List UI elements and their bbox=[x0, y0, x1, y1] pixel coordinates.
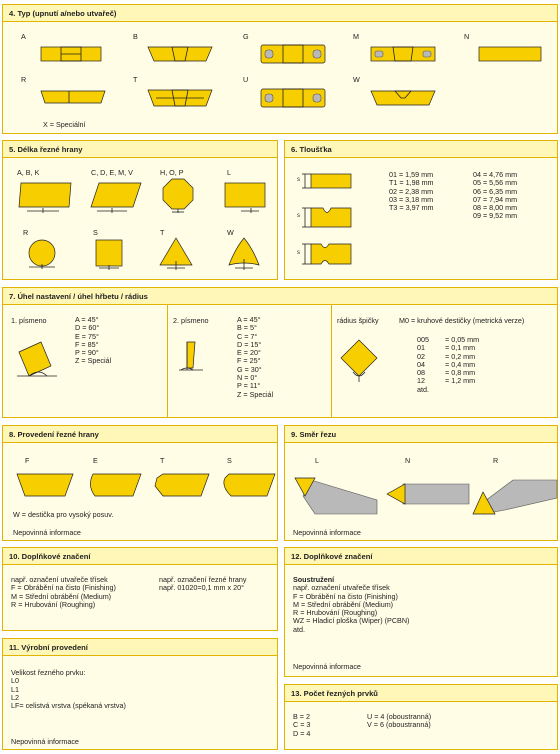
shape-trigon-icon bbox=[227, 237, 261, 271]
angle-code: C = 7° bbox=[237, 331, 258, 341]
marking-line: M = Střední obrábění (Medium) bbox=[293, 599, 394, 609]
marking-line: např. označení utvařeče třísek bbox=[293, 583, 390, 593]
high-feed-note: W = destička pro vysoký posuv. bbox=[13, 510, 114, 519]
radius-code: atd. bbox=[417, 384, 429, 394]
version-line: L0 bbox=[11, 676, 19, 686]
thickness-code: 09 = 9,52 mm bbox=[473, 211, 518, 221]
edge-label-r: R bbox=[23, 228, 29, 237]
edge-label-hop: H, O, P bbox=[160, 168, 184, 177]
thickness-codes-col1 bbox=[389, 171, 434, 212]
thickness-code: T3 = 3,97 mm bbox=[389, 203, 434, 213]
section-7-title: 7. Úhel nastavení / úhel hřbetu / rádius bbox=[3, 288, 557, 305]
thickness-code: 08 = 8,00 mm bbox=[473, 203, 518, 213]
edge-condition-label-e: E bbox=[93, 456, 98, 465]
element-count: U = 4 (oboustranná) bbox=[367, 712, 432, 721]
edge-label-s: S bbox=[93, 228, 98, 237]
section-12-additional-marking bbox=[284, 547, 558, 677]
section-7-divider-1 bbox=[167, 305, 168, 417]
section-9-optional: Nepovinná informace bbox=[293, 528, 361, 537]
edge-condition-label-t: T bbox=[160, 456, 165, 465]
element-count: B = 2 bbox=[293, 712, 310, 721]
radius-value: = 0,05 mm bbox=[445, 335, 480, 344]
section-8-title: 8. Provedení řezné hrany bbox=[3, 426, 277, 443]
version-line: L2 bbox=[11, 692, 19, 702]
edge-label-cdemv: C, D, E, M, V bbox=[91, 168, 133, 177]
edge-label-w: W bbox=[227, 228, 234, 237]
angle-code: Z = Speciál bbox=[75, 356, 112, 366]
marking-line: např. 01020=0,1 mm x 20° bbox=[159, 583, 244, 593]
radius-value: = 1,2 mm bbox=[445, 376, 476, 386]
angle-code: F = 85° bbox=[75, 339, 99, 349]
angle-code: G = 30° bbox=[237, 364, 262, 374]
shape-circle-icon bbox=[27, 239, 57, 271]
direction-label-l: L bbox=[315, 456, 319, 465]
thickness-code: 03 = 3,18 mm bbox=[389, 194, 434, 204]
edge-condition-label-f: F bbox=[25, 456, 30, 465]
thickness-code: 02 = 2,38 mm bbox=[389, 186, 434, 196]
edge-chamfered-icon bbox=[155, 472, 209, 498]
type-label-t: T bbox=[133, 75, 138, 84]
thickness-code: 04 = 4,76 mm bbox=[473, 170, 518, 179]
section-10-right-list bbox=[159, 576, 247, 593]
thickness-codes-col2 bbox=[473, 171, 517, 221]
radius-value: = 0,2 mm bbox=[445, 351, 476, 361]
nose-radius-insert-icon bbox=[337, 338, 381, 382]
edge-sharp-icon bbox=[17, 472, 73, 498]
shape-rectangle-icon bbox=[225, 181, 265, 213]
type-label-n: N bbox=[464, 32, 470, 41]
section-10-title: 10. Doplňkové značení bbox=[3, 548, 277, 565]
marking-line: WZ = Hladicí ploška (Wiper) (PCBN) bbox=[293, 616, 410, 626]
section-5-title: 5. Délka řezné hrany bbox=[3, 141, 277, 158]
section-4-type bbox=[2, 4, 558, 134]
marking-line: R = Hrubování (Roughing) bbox=[293, 608, 378, 618]
radius-code: 08 bbox=[417, 368, 425, 378]
radius-code: 02 bbox=[417, 351, 425, 361]
radius-code: 01 bbox=[417, 343, 425, 353]
section-12-optional: Nepovinná informace bbox=[293, 662, 361, 671]
angle-code: F = 25° bbox=[237, 356, 261, 366]
section-6-title: 6. Tloušťka bbox=[285, 141, 557, 158]
insert-type-a-icon bbox=[41, 43, 101, 65]
marking-line: např. označení utvařeče třísek bbox=[11, 575, 108, 584]
angle-code: N = 0° bbox=[237, 373, 258, 383]
thickness-code: 01 = 1,59 mm bbox=[389, 170, 434, 179]
radius-value: = 0,1 mm bbox=[445, 343, 476, 353]
insert-type-g-icon bbox=[261, 43, 325, 65]
marking-line: F = Obrábění na čisto (Finishing) bbox=[11, 583, 116, 593]
edge-honed-icon bbox=[87, 472, 141, 498]
thickness-code: 05 = 5,56 mm bbox=[473, 178, 518, 188]
direction-label-n: N bbox=[405, 456, 411, 465]
shape-parallelogram-icon bbox=[19, 181, 71, 213]
section-12-title: 12. Doplňkové značení bbox=[285, 548, 557, 565]
marking-line: atd. bbox=[293, 624, 305, 634]
type-label-u: U bbox=[243, 75, 249, 84]
thickness-code: 06 = 6,35 mm bbox=[473, 186, 518, 196]
shape-triangle-icon bbox=[159, 237, 193, 271]
type-label-g: G bbox=[243, 32, 249, 41]
edge-chamfered-honed-icon bbox=[221, 472, 275, 498]
type-label-r: R bbox=[21, 75, 27, 84]
section-13-cutting-elements bbox=[284, 684, 558, 750]
insert-type-r-icon bbox=[41, 87, 105, 107]
version-line: Velikost řezného prvku: bbox=[11, 668, 86, 677]
element-count: D = 4 bbox=[293, 728, 311, 738]
first-letter-label: 1. písmeno bbox=[11, 316, 47, 325]
section-7-divider-2 bbox=[331, 305, 332, 417]
angle-code: B = 5° bbox=[237, 323, 257, 333]
radius-code: 005 bbox=[417, 335, 429, 344]
nose-radius-values bbox=[445, 336, 479, 386]
section-8-edge-condition bbox=[2, 425, 278, 541]
thickness-double-sided-insert-icon bbox=[297, 241, 353, 269]
marking-line: M = Střední obrábění (Medium) bbox=[11, 591, 112, 601]
right-hand-tool-icon bbox=[473, 474, 557, 518]
section-13-left-list bbox=[293, 713, 310, 738]
setting-angle-insert-icon bbox=[13, 338, 59, 380]
section-6-thickness bbox=[284, 140, 558, 280]
section-7-angles-radius bbox=[2, 287, 558, 418]
angle-code: E = 75° bbox=[75, 331, 99, 341]
edge-label-l: L bbox=[227, 168, 231, 177]
angle-code: A = 45° bbox=[75, 315, 99, 324]
angle-code: Z = Speciál bbox=[237, 389, 274, 399]
shape-octagon-icon bbox=[163, 179, 193, 213]
edge-label-t: T bbox=[160, 228, 165, 237]
section-13-title: 13. Počet řezných prvků bbox=[285, 685, 557, 702]
section-9-title: 9. Směr řezu bbox=[285, 426, 557, 443]
radius-code: 04 bbox=[417, 359, 425, 369]
section-4-title: 4. Typ (upnutí a/nebo utvařeč) bbox=[3, 5, 557, 22]
insert-type-n-icon bbox=[479, 43, 541, 65]
clearance-angle-insert-icon bbox=[177, 340, 207, 374]
marking-line: R = Hrubování (Roughing) bbox=[11, 599, 96, 609]
radius-value: = 0,8 mm bbox=[445, 368, 476, 378]
element-count: V = 6 (oboustranná) bbox=[367, 720, 431, 730]
left-hand-tool-icon bbox=[293, 474, 377, 518]
angle-code: P = 11° bbox=[237, 381, 261, 391]
angle-code: D = 60° bbox=[75, 323, 100, 333]
version-line: LF= celistvá vrstva (spékaná vrstva) bbox=[11, 701, 126, 711]
version-line: L1 bbox=[11, 684, 19, 694]
angle-code: A = 45° bbox=[237, 315, 261, 324]
section-12-list bbox=[293, 576, 409, 634]
section-11-manufacturing-version bbox=[2, 638, 278, 750]
type-label-w: W bbox=[353, 75, 360, 84]
edge-label-abk: A, B, K bbox=[17, 168, 40, 177]
thickness-code: 07 = 7,94 mm bbox=[473, 194, 518, 204]
section-11-title: 11. Výrobní provedení bbox=[3, 639, 277, 656]
type-label-a: A bbox=[21, 32, 26, 41]
radius-code: 12 bbox=[417, 376, 425, 386]
round-insert-note: M0 = kruhové destičky (metrická verze) bbox=[399, 316, 525, 325]
thickness-flat-insert-icon bbox=[297, 171, 353, 195]
angle-code: P = 90° bbox=[75, 348, 99, 358]
shape-square-icon bbox=[95, 239, 125, 271]
second-letter-label: 2. písmeno bbox=[173, 316, 209, 325]
direction-label-r: R bbox=[493, 456, 499, 465]
section-5-cutting-edge-length bbox=[2, 140, 278, 280]
insert-type-u-icon bbox=[261, 87, 325, 109]
angle-code: E = 20° bbox=[237, 348, 261, 358]
insert-type-t-icon bbox=[148, 87, 212, 109]
shape-rhombus-icon bbox=[91, 181, 141, 213]
turning-heading: Soustružení bbox=[293, 575, 335, 584]
nose-radius-label: rádius špičky bbox=[337, 316, 379, 325]
radius-value: = 0,4 mm bbox=[445, 359, 476, 369]
marking-line: F = Obrábění na čisto (Finishing) bbox=[293, 591, 398, 601]
type-label-m: M bbox=[353, 32, 359, 41]
section-9-cutting-direction bbox=[284, 425, 558, 541]
section-8-optional: Nepovinná informace bbox=[13, 528, 81, 537]
type-label-b: B bbox=[133, 32, 138, 41]
section-11-optional: Nepovinná informace bbox=[11, 737, 79, 746]
second-letter-list bbox=[237, 316, 273, 399]
nose-radius-codes bbox=[417, 336, 429, 394]
marking-line: např. označení řezné hrany bbox=[159, 575, 247, 584]
section-10-left-list bbox=[11, 576, 116, 609]
insert-type-m-icon bbox=[371, 43, 435, 65]
section-10-additional-marking bbox=[2, 547, 278, 631]
section-13-right-list bbox=[367, 713, 431, 730]
first-letter-list bbox=[75, 316, 111, 366]
type-special-note: X = Speciální bbox=[43, 120, 86, 129]
thickness-s-label-2: s bbox=[297, 213, 300, 219]
neutral-tool-icon bbox=[385, 480, 469, 510]
section-11-list bbox=[11, 669, 126, 710]
insert-type-w-icon bbox=[371, 87, 435, 109]
thickness-chipbreaker-insert-icon bbox=[297, 205, 353, 233]
angle-code: D = 15° bbox=[237, 339, 262, 349]
thickness-s-label-3: s bbox=[297, 250, 300, 256]
thickness-code: T1 = 1,98 mm bbox=[389, 178, 434, 188]
edge-condition-label-s: S bbox=[227, 456, 232, 465]
element-count: C = 3 bbox=[293, 720, 311, 730]
thickness-s-label-1: s bbox=[297, 177, 300, 183]
insert-type-b-icon bbox=[148, 43, 212, 65]
